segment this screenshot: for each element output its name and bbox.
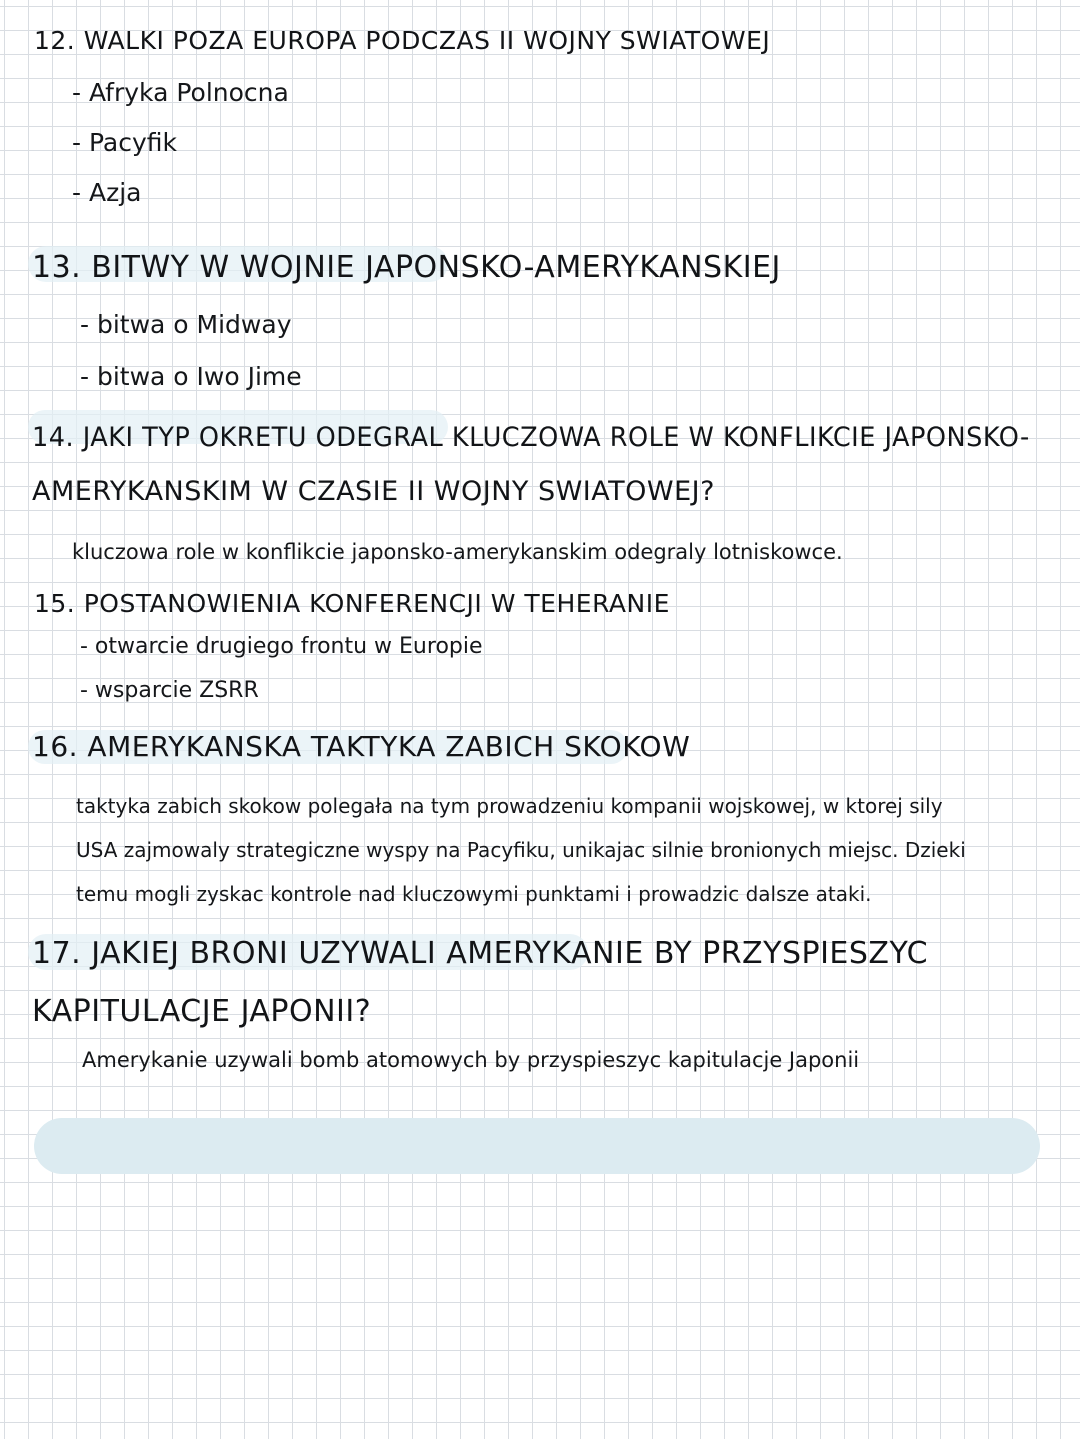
highlighter-stroke	[34, 1118, 1040, 1174]
section-16-heading: 16. AMERYKANSKA TAKTYKA ZABICH SKOKOW	[32, 730, 691, 763]
section-15-heading: 15. POSTANOWIENIA KONFERENCJI W TEHERANIE	[34, 589, 670, 618]
section-13-item-1: - bitwa o Midway	[80, 310, 292, 339]
section-16-answer-line-3: temu mogli zyskac kontrole nad kluczowymi punktami i prowadzic dalsze ataki.	[76, 882, 872, 906]
section-12-item-2: - Pacyfik	[72, 128, 178, 157]
section-17-heading-line-2: KAPITULACJE JAPONII?	[32, 994, 372, 1029]
section-17-answer: Amerykanie uzywali bomb atomowych by przyspieszyc kapitulacje Japonii	[82, 1048, 860, 1072]
section-13-heading: 13. BITWY W WOJNIE JAPONSKO-AMERYKANSKIEJ	[32, 250, 781, 285]
section-15-item-1: - otwarcie drugiego frontu w Europie	[80, 634, 483, 659]
section-16-answer-line-1: taktyka zabich skokow polegała na tym prowadzeniu kompanii wojskowej, w ktorej sily	[76, 794, 943, 818]
section-14-heading-line-2: AMERYKANSKIM W CZASIE II WOJNY SWIATOWEJ?	[32, 476, 715, 507]
section-14-answer: kluczowa role w konflikcie japonsko-amerykanskim odegraly lotniskowce.	[72, 540, 843, 564]
section-16-answer-line-2: USA zajmowaly strategiczne wyspy na Pacyfiku, unikajac silnie bronionych miejsc. Dzieki	[76, 838, 966, 862]
section-17-heading-line-1: 17. JAKIEJ BRONI UZYWALI AMERYKANIE BY PRZYSPIESZYC	[32, 936, 929, 971]
section-15-item-2: - wsparcie ZSRR	[80, 678, 259, 703]
section-12-heading: 12. WALKI POZA EUROPA PODCZAS II WOJNY SWIATOWEJ	[34, 26, 771, 55]
section-13-item-2: - bitwa o Iwo Jime	[80, 362, 302, 391]
section-12-item-3: - Azja	[72, 178, 142, 207]
section-12-item-1: - Afryka Polnocna	[72, 78, 289, 107]
section-14-heading-line-1: 14. JAKI TYP OKRETU ODEGRAL KLUCZOWA ROLE W KONFLIKCIE JAPONSKO-	[32, 422, 1030, 453]
